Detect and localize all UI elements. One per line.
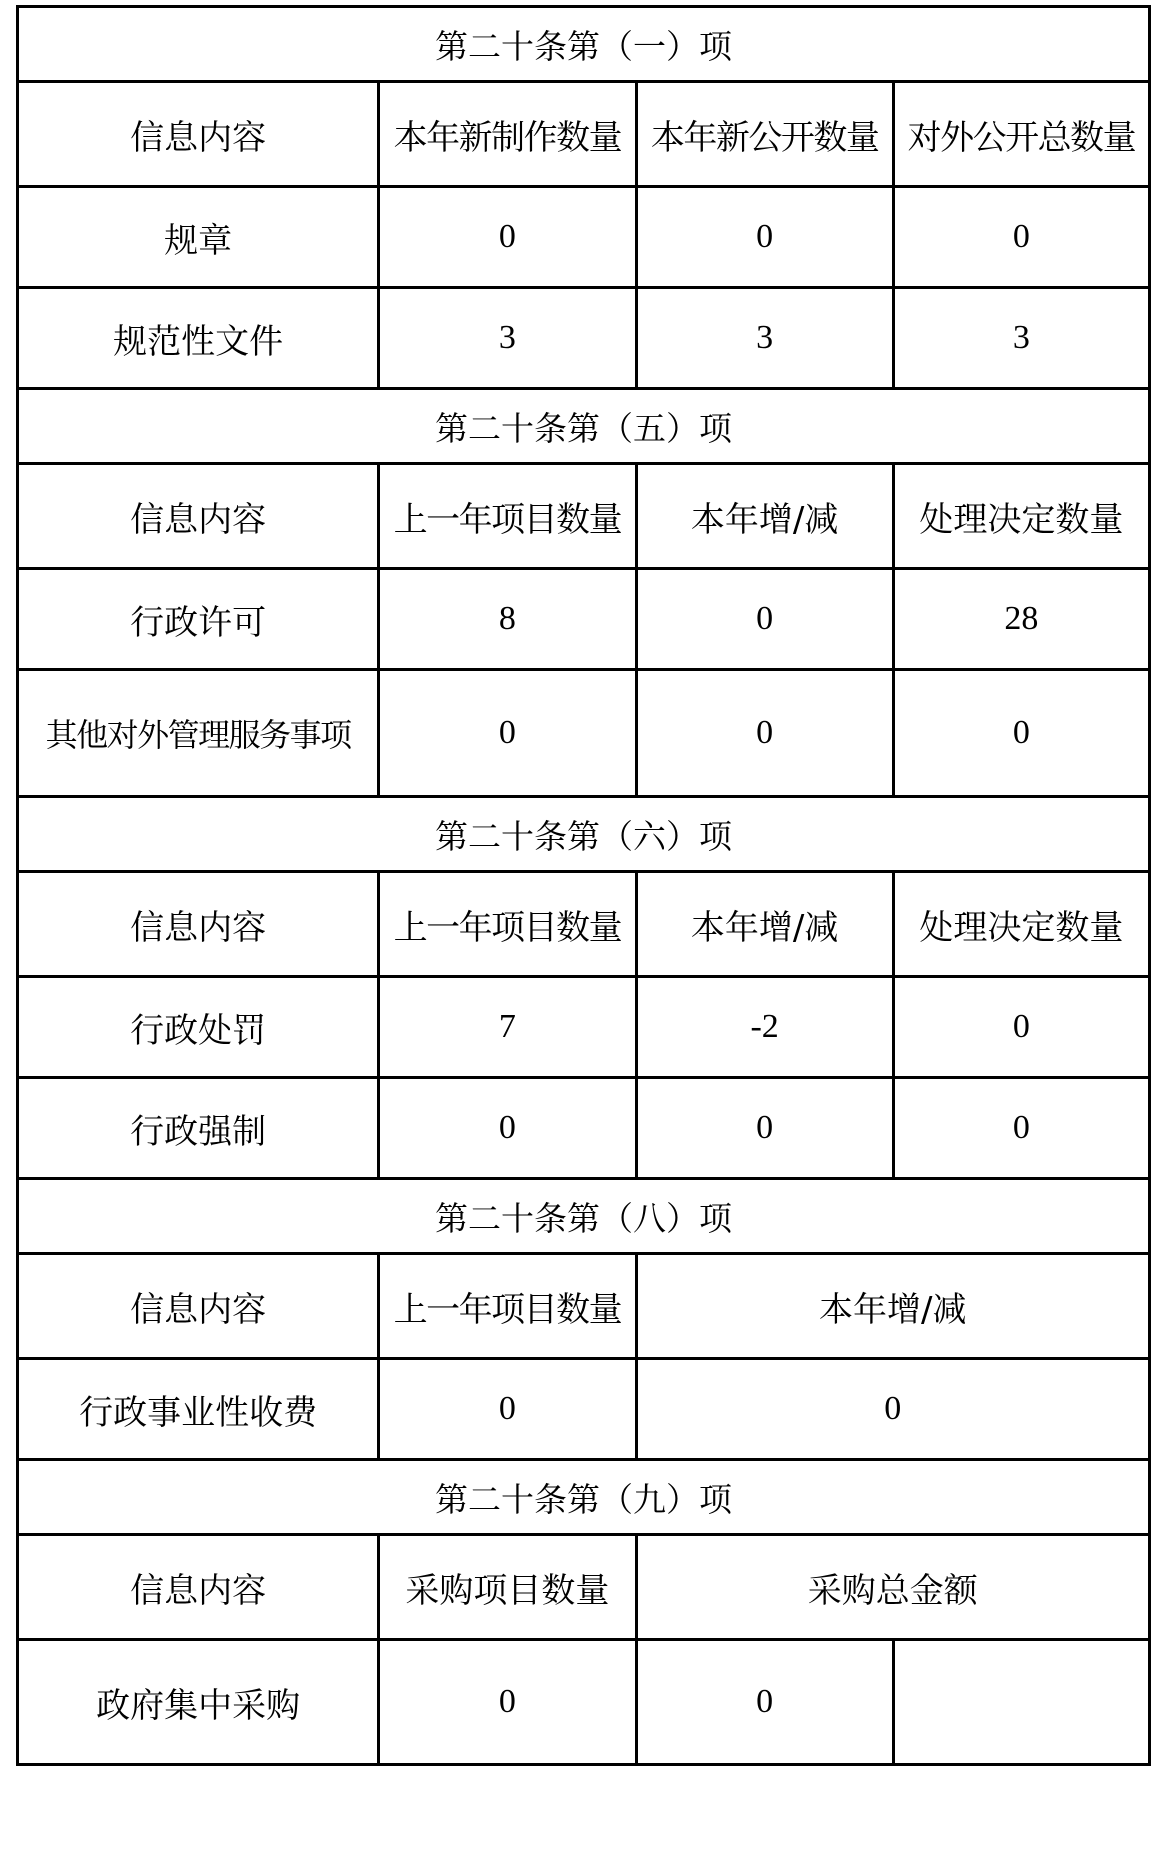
header-cell: 上一年项目数量 [379,464,636,569]
header-cell: 上一年项目数量 [379,1254,636,1359]
row-label: 政府集中采购 [18,1640,379,1765]
header-cell: 信息内容 [18,82,379,187]
section-title-row [18,7,1150,82]
header-cell: 本年增/减 [636,464,893,569]
row-label: 行政强制 [18,1078,379,1179]
value-cell: 0 [893,1078,1149,1179]
value-cell: -2 [636,977,893,1078]
value-cell: 28 [893,569,1149,670]
table-row [18,569,1150,670]
header-cell: 本年新制作数量 [379,82,636,187]
header-row [18,82,1150,187]
value-cell: 0 [636,1640,893,1765]
value-cell: 0 [379,1078,636,1179]
value-cell: 0 [379,1359,636,1460]
header-cell: 信息内容 [18,872,379,977]
table-row [18,977,1150,1078]
header-cell: 采购总金额 [636,1535,1150,1640]
header-row [18,1254,1150,1359]
row-label: 行政处罚 [18,977,379,1078]
row-label: 规范性文件 [18,288,379,389]
section-title-row [18,1179,1150,1254]
table-row [18,288,1150,389]
header-cell: 本年新公开数量 [636,82,893,187]
value-cell: 3 [636,288,893,389]
header-cell: 本年增/减 [636,872,893,977]
value-cell: 0 [636,670,893,797]
header-cell: 上一年项目数量 [379,872,636,977]
header-cell: 信息内容 [18,1254,379,1359]
row-label: 其他对外管理服务事项 [18,670,379,797]
value-cell: 3 [893,288,1149,389]
row-label: 规章 [18,187,379,288]
header-cell: 信息内容 [18,464,379,569]
value-cell [893,1640,1149,1765]
row-label: 行政许可 [18,569,379,670]
header-cell: 信息内容 [18,1535,379,1640]
value-cell: 3 [379,288,636,389]
table-row [18,1359,1150,1460]
value-cell: 7 [379,977,636,1078]
value-cell: 0 [379,1640,636,1765]
table-row [18,670,1150,797]
table-row [18,1640,1150,1765]
table-row [18,187,1150,288]
header-cell: 对外公开总数量 [893,82,1149,187]
value-cell: 0 [636,187,893,288]
value-cell: 0 [893,977,1149,1078]
value-cell: 0 [636,1359,1150,1460]
table-row [18,1078,1150,1179]
section-title-row [18,1460,1150,1535]
section-title: 第二十条第（八）项 [18,1179,1150,1254]
value-cell: 8 [379,569,636,670]
section-title: 第二十条第（六）项 [18,797,1150,872]
header-row [18,1535,1150,1640]
header-cell: 处理决定数量 [893,464,1149,569]
header-cell: 处理决定数量 [893,872,1149,977]
value-cell: 0 [379,187,636,288]
section-title-row [18,797,1150,872]
section-title: 第二十条第（五）项 [18,389,1150,464]
value-cell: 0 [636,1078,893,1179]
header-row [18,464,1150,569]
header-cell: 本年增/减 [636,1254,1150,1359]
disclosure-table [16,5,1151,1766]
section-title: 第二十条第（九）项 [18,1460,1150,1535]
header-cell: 采购项目数量 [379,1535,636,1640]
value-cell: 0 [636,569,893,670]
section-title: 第二十条第（一）项 [18,7,1150,82]
row-label: 行政事业性收费 [18,1359,379,1460]
section-title-row [18,389,1150,464]
header-row [18,872,1150,977]
value-cell: 0 [379,670,636,797]
value-cell: 0 [893,187,1149,288]
value-cell: 0 [893,670,1149,797]
